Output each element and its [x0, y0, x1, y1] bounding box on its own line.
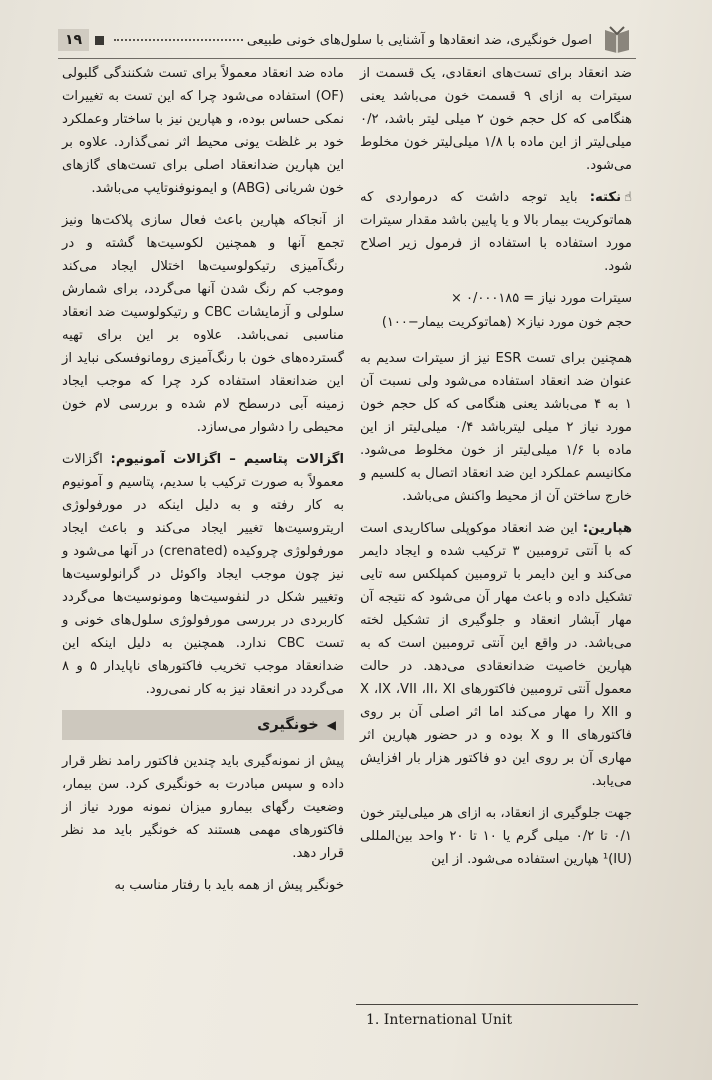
heparin-text: این ضد انعقاد موکوپلی ساکاریدی است که با آنتی ترومبین ۳ ترکیب شده و ایجاد دایمر می‌کند و این دایمر با ترومبین کمپلکس سه تایی تشکیل داده و باعث مهار آن می‌شود که نتیجه آن مهار آبشار انعقاد و جلوگیری از تشکیل لخته می‌باشد. در واقع این آنتی ترومبین است که به هپارین خاصیت ضدانعقادی می‌دهد. در حالت معمول آنتی ترومبین فاکتورهای X ،IX ،VII ،II، XI و XII را مهار می‌کند اما اثر اصلی آن بر روی فاکتورهای II و X بوده و در حضور هپارین اثر مهاری آن بر روی این دو فاکتور هزار بار افزایش می‌یابد.	[360, 521, 633, 789]
page-number: ۱۹	[58, 29, 89, 51]
footnote-divider	[356, 1004, 638, 1005]
page-header	[58, 22, 636, 59]
right-column	[360, 62, 632, 880]
sampling-paragraph-1: پیش از نمونه‌گیری باید چندین فاکتور رامد نظر قرار داده و سپس مبادرت به خونگیری کرد. سن بیمار، وضعیت رگهای بیمارو میزان نمونه مورد نیاز از فاکتورهای مهمی هستند که خونگیر باید مد نظر قرار دهد.	[62, 754, 344, 861]
header-leader-dots	[114, 39, 243, 41]
formula-line-1: سیترات مورد نیاز = ۰/۰۰۰۱۸۵ ×	[450, 291, 632, 306]
heparin-paragraph	[360, 517, 632, 793]
header-square-marker	[95, 36, 104, 45]
oxalate-label: اگزالات پتاسیم – اگزالات آمونیوم:	[110, 452, 345, 467]
esr-paragraph: همچنین برای تست ESR نیز از سیترات سدیم به عنوان ضد انعقاد استفاده می‌شود ولی نسبت آن ۱ به ۴ می‌باشد یعنی هنگامی که کل حجم خون مورد نیاز ۲ میلی لیترباشد ۰/۴ میلی‌لیتر از این ماده با ۱/۶ میلی‌لیتر از خون مخلوط می‌شود. مکانیسم عملکرد این ضد انعقاد اتصال به کلسیم و خارج ساختن آن از محیط واکنش می‌باشد.	[360, 351, 633, 504]
citrate-formula	[360, 287, 632, 335]
oxalate-text: اگزالات معمولاً به صورت ترکیب با سدیم، پتاسیم و آمونیوم به کار رفته و به دلیل اینکه در مورفولوژی اریتروسیت‌ها تغییر ایجاد می‌کند و باعث ایجاد مورفولوژی چروکیده (crenated) در آنها می‌شود و نیز چون موجب ایجاد واکوئل در گرانولوسیت‌ها وتغییر شکل در لنفوسیت‌ها ومونوسیت‌ها می‌گردد کاربردی در بررسی مورفولوژی سلول‌های خونی و تست CBC ندارد. همچنین به دلیل اینکه این ضدانعقاد موجب تخریب فاکتورهای ناپایدار ۵ و ۸ می‌گردد در انعقاد نیز به کار نمی‌رود.	[62, 452, 344, 697]
note-label: نکته:	[589, 190, 622, 205]
running-title: اصول خونگیری، ضد انعقادها و آشنایی با سلول‌های خونی طبیعی	[246, 32, 592, 48]
note-text: باید توجه داشت که درمواردی که هماتوکریت بیمار بالا و یا پایین باشد مقدار سیترات مورد استفاده با استفاده از فرمول زیر اصلاح شود.	[360, 190, 632, 274]
triangle-marker-icon: ◀	[326, 717, 336, 732]
hand-pointer-icon: ☝	[624, 190, 632, 205]
left-column	[62, 62, 344, 906]
note-paragraph	[360, 186, 632, 278]
sampling-paragraph-2: خونگیر پیش از همه باید با رفتار مناسب به	[114, 878, 344, 893]
formula-line-2: حجم خون مورد نیاز× (هماتوکریت بیمار−۱۰۰)	[381, 315, 632, 330]
book-icon	[598, 23, 636, 57]
heparin-limitations-paragraph: از آنجاکه هپارین باعث فعال سازی پلاکت‌ها ونیز تجمع آنها و همچنین لکوسیت‌ها گشته و در رنگ‌آمیزی رتیکولوسیت‌ها اختلال ایجاد می‌کند وموجب کم رنگ شدن آنها می‌گردد، برای شمارش سلولی و آزمایشات CBC و رتیکولوسیت ضد انعقاد مناسبی نمی‌باشد. علاوه بر این برای تهیه گسترده‌های خون با رنگ‌آمیزی رومانوفسکی نباید از این ضدانعقاد استفاده کرد چرا که موجب ایجاد زمینه آبی درسطح لام شده و بررسی لام خون محیطی را دشوار می‌سازد.	[62, 213, 344, 435]
heparin-label: هپارین:	[582, 521, 633, 536]
citrate-intro-paragraph: ضد انعقاد برای تست‌های انعقادی، یک قسمت از سیترات به ازای ۹ قسمت خون می‌باشد یعنی هنگامی که کل حجم خون ۲ میلی لیتر باشد، ۰/۲ میلی‌لیتر از این ماده با ۱/۸ میلی‌لیتر خون مخلوط می‌شود.	[360, 66, 633, 173]
section-heading-blood-sampling	[62, 710, 344, 740]
footnote: 1. International Unit	[366, 1012, 513, 1028]
heparin-dose-paragraph: جهت جلوگیری از انعقاد، به ازای هر میلی‌لیتر خون ۰/۱ تا ۰/۲ میلی گرم یا ۱۰ تا ۲۰ واحد بین‌المللی (IU)¹ هپارین استفاده می‌شود. از این	[360, 806, 632, 867]
oxalate-paragraph	[62, 448, 344, 701]
heparin-use-paragraph: ماده ضد انعقاد معمولاً برای تست شکنندگی گلبولی (OF) استفاده می‌شود چرا که این تست به تغییرات نمکی حساس بوده، و هپارین نیز با ساختار وعملکرد خود بر غلظت یونی محیط اثر نمی‌گذارد. علاوه بر این هپارین ضدانعقاد اصلی برای تست‌های گازهای خون شریانی (ABG) و ایمونوفنوتایپ می‌باشد.	[62, 66, 344, 196]
section-title: خونگیری	[257, 716, 319, 733]
